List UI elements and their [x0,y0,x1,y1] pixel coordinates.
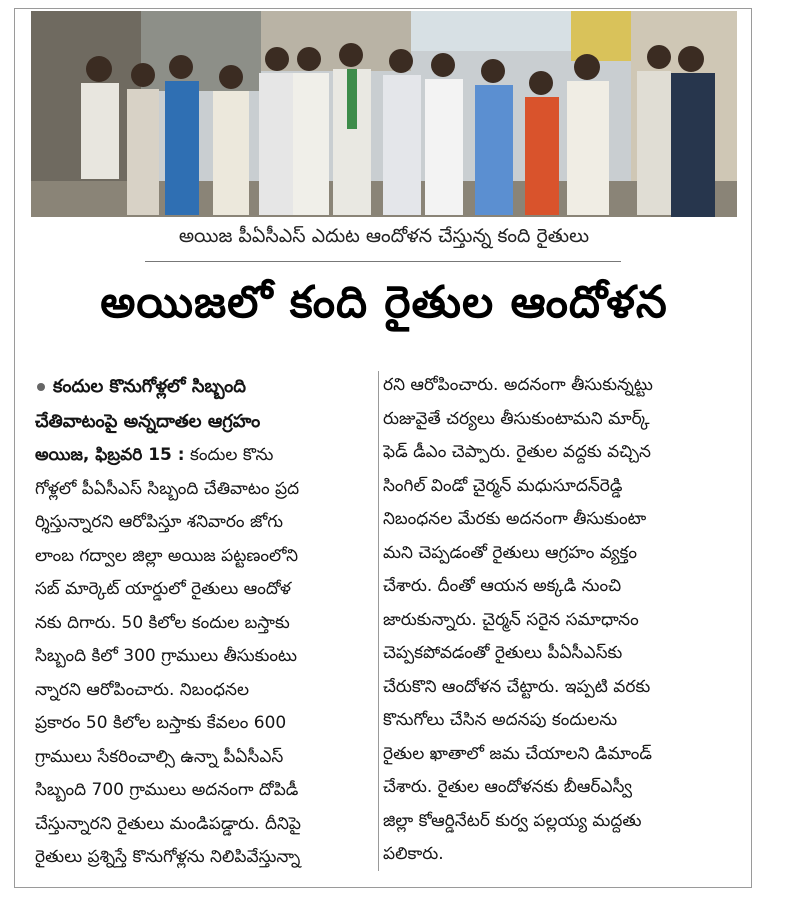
subheadline-line-2: చేతివాటంపై అన్నదాతల ఆగ్రహం [35,411,261,432]
body-line: చేరుకొని ఆందోళన చేట్టారు. ఇప్పటి వరకు [383,676,651,697]
body-line: నకు దిగారు. 50 కిలోల కందుల బస్తాకు [35,612,290,633]
body-line: సింగిల్ విండో చైర్మన్ మధుసూదన్‌రెడ్డి [383,475,623,496]
body-line: మని చెప్పడంతో రైతులు ఆగ్రహం వ్యక్తం [383,542,638,563]
body-line: సిబ్బంది 700 గ్రాములు అదనంగా దోపిడీ [35,780,299,800]
headline: అయిజలో కంది రైతుల ఆందోళన [100,277,668,328]
caption-rule [145,261,621,262]
news-clipping [14,8,752,888]
body-line: జిల్లా కోఆర్డినేటర్ కుర్వ పల్లయ్య మద్దతు [383,810,642,831]
body-line: పలికారు. [383,844,444,864]
body-line: ప్రకారం 50 కిలోల బస్తాకు కేవలం 600 [35,713,287,733]
body-line: సబ్ మార్కెట్ యార్డులో రైతులు ఆందోళ [35,579,291,599]
subheadline-line-1: కందుల కొనుగోళ్లలో సిబ్బంది [53,376,246,397]
body-line [35,439,377,473]
body-line: రైతుల ఖాతాలో జమ చేయాలని డిమాండ్ [383,743,652,764]
body-line: చేశారు. రైతుల ఆందోళనకు బీఆర్ఎస్వీ [383,777,633,797]
body-line: చేశారు. దీంతో ఆయన అక్కడి నుంచి [383,576,622,596]
body-line: ర్శిస్తున్నారని ఆరోపిస్తూ శనివారం జోగు [35,512,284,532]
body-line: సిబ్బంది కిలో 300 గ్రాములు తీసుకుంటు [35,646,297,666]
body-line: రుజువైతే చర్యలు తీసుకుంటామని మార్క్ [383,408,650,429]
body-line-text: కందుల కొను [189,445,274,465]
protest-photo-illustration [31,11,737,217]
body-line: జారుకున్నారు. చైర్మన్ సరైన సమాధానం [383,609,639,630]
protest-photo [31,11,737,217]
column-divider [378,371,379,871]
subheadline-row [35,369,377,404]
body-line: ఫెడ్ డీఎం చెప్పారు. రైతుల వద్దకు వచ్చిన [383,442,651,462]
article-column-left [35,369,377,875]
body-line: న్నారని ఆరోపించారు. నిబంధనల [35,679,250,700]
dateline: అయిజ, ఫిబ్రవరి 15 : [35,445,185,465]
body-line: గ్రాములు సేకరించాల్సి ఉన్నా పీఏసీఎస్ [35,746,284,767]
bullet-icon [37,383,45,391]
subheadline [35,369,377,439]
body-line: రైతులు ప్రశ్నిస్తే కొనుగోళ్లను నిలిపివేస్తున్నా [35,847,301,867]
body-left [35,439,377,875]
body-line: రని ఆరోపించారు. అదనంగా తీసుకున్నట్టు [383,375,653,395]
photo-caption: అయిజ పీఏసీఎస్ ఎదుట ఆందోళన చేస్తున్న కంది రైతులు [178,225,590,247]
body-line: చేస్తున్నారని రైతులు మండిపడ్డారు. దీనిపై [35,813,301,834]
body-line: లాంబ గద్వాల జిల్లా అయిజ పట్టణంలోని [35,545,299,566]
body-line: కొనుగోలు చేసిన అదనపు కందులను [383,710,618,730]
body-line: గోళ్లలో పీఏసీఎస్ సిబ్బంది చేతివాటం ప్రద [35,478,300,499]
article-column-right [383,369,735,872]
body-line: చెప్పకపోవడంతో రైతులు పీఏసీఎస్‌కు [383,643,623,663]
body-line: నిబంధనల మేరకు అదనంగా తీసుకుంటా [383,509,647,529]
